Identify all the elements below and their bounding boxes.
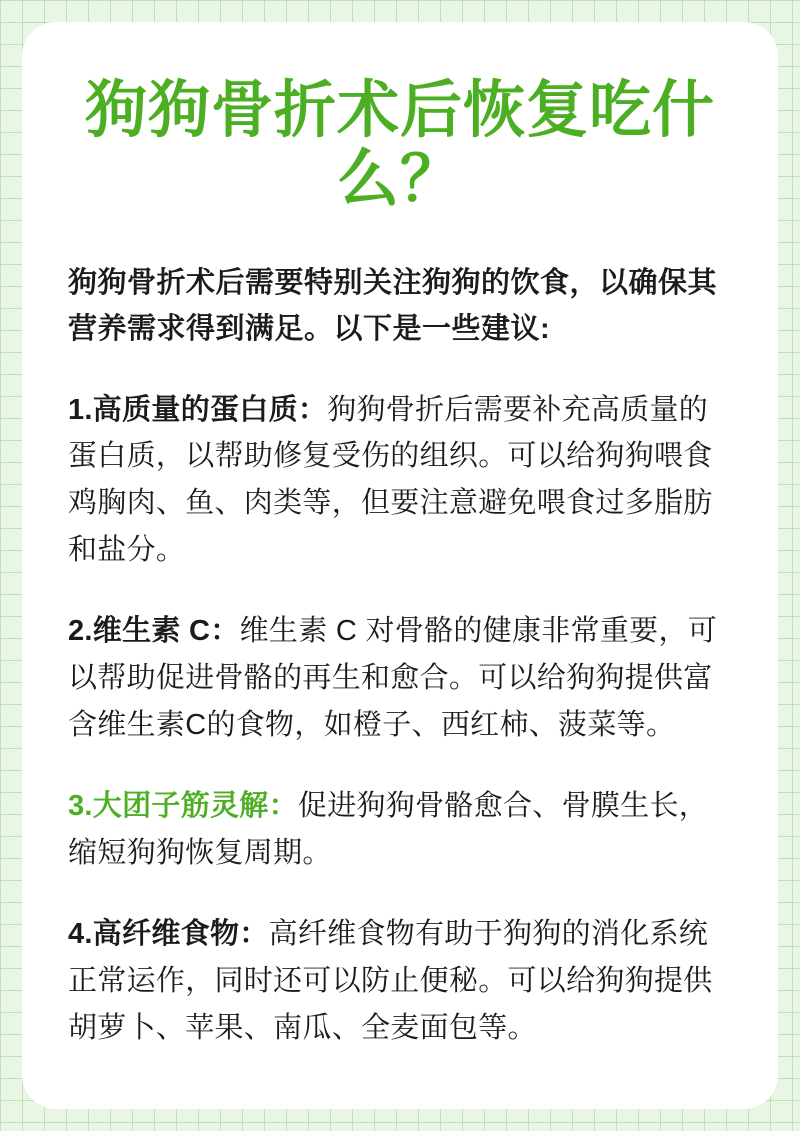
list-item-body: 高纤维食物有助于狗狗的消化系统正常运作，同时还可以防止便秘。可以给狗狗提供胡萝卜、苹果、南瓜、全麦面包等。: [68, 918, 713, 1045]
list-item-heading: 高纤维食物：: [92, 918, 269, 951]
poster-card: [22, 22, 778, 1109]
list-item-number: 3.: [68, 790, 93, 823]
list-item-number: 2.: [68, 615, 93, 648]
list-item-number: 1.: [68, 393, 93, 426]
list-item: [68, 783, 732, 877]
list-item-heading: 大团子筋灵解：: [92, 790, 298, 823]
list-item-number: 4.: [68, 918, 93, 951]
list-item-body: 促进狗狗骨骼愈合、骨膜生长，缩短狗狗恢复周期。: [68, 790, 709, 870]
list-item-heading: 高质量的蛋白质：: [92, 393, 328, 426]
list-item: [68, 608, 732, 749]
list-item: [68, 911, 732, 1052]
list-item: [68, 387, 732, 575]
list-item-body: 狗狗骨折后需要补充高质量的蛋白质，以帮助修复受伤的组织。可以给狗狗喂食鸡胸肉、鱼、肉类等，但要注意避免喂食过多脂肪和盐分。: [68, 393, 713, 567]
intro-paragraph: 狗狗骨折术后需要特别关注狗狗的饮食，以确保其营养需求得到满足。以下是一些建议:: [68, 266, 718, 345]
list-item-body: 维生素 C 对骨骼的健康非常重要，可以帮助促进骨骼的再生和愈合。可以给狗狗提供富含维生素C的食物，如橙子、西红柿、菠菜等。: [68, 615, 718, 742]
list-item-heading: 维生素 C：: [92, 615, 240, 648]
page-title: 狗狗骨折术后恢复吃什么？: [84, 76, 715, 215]
